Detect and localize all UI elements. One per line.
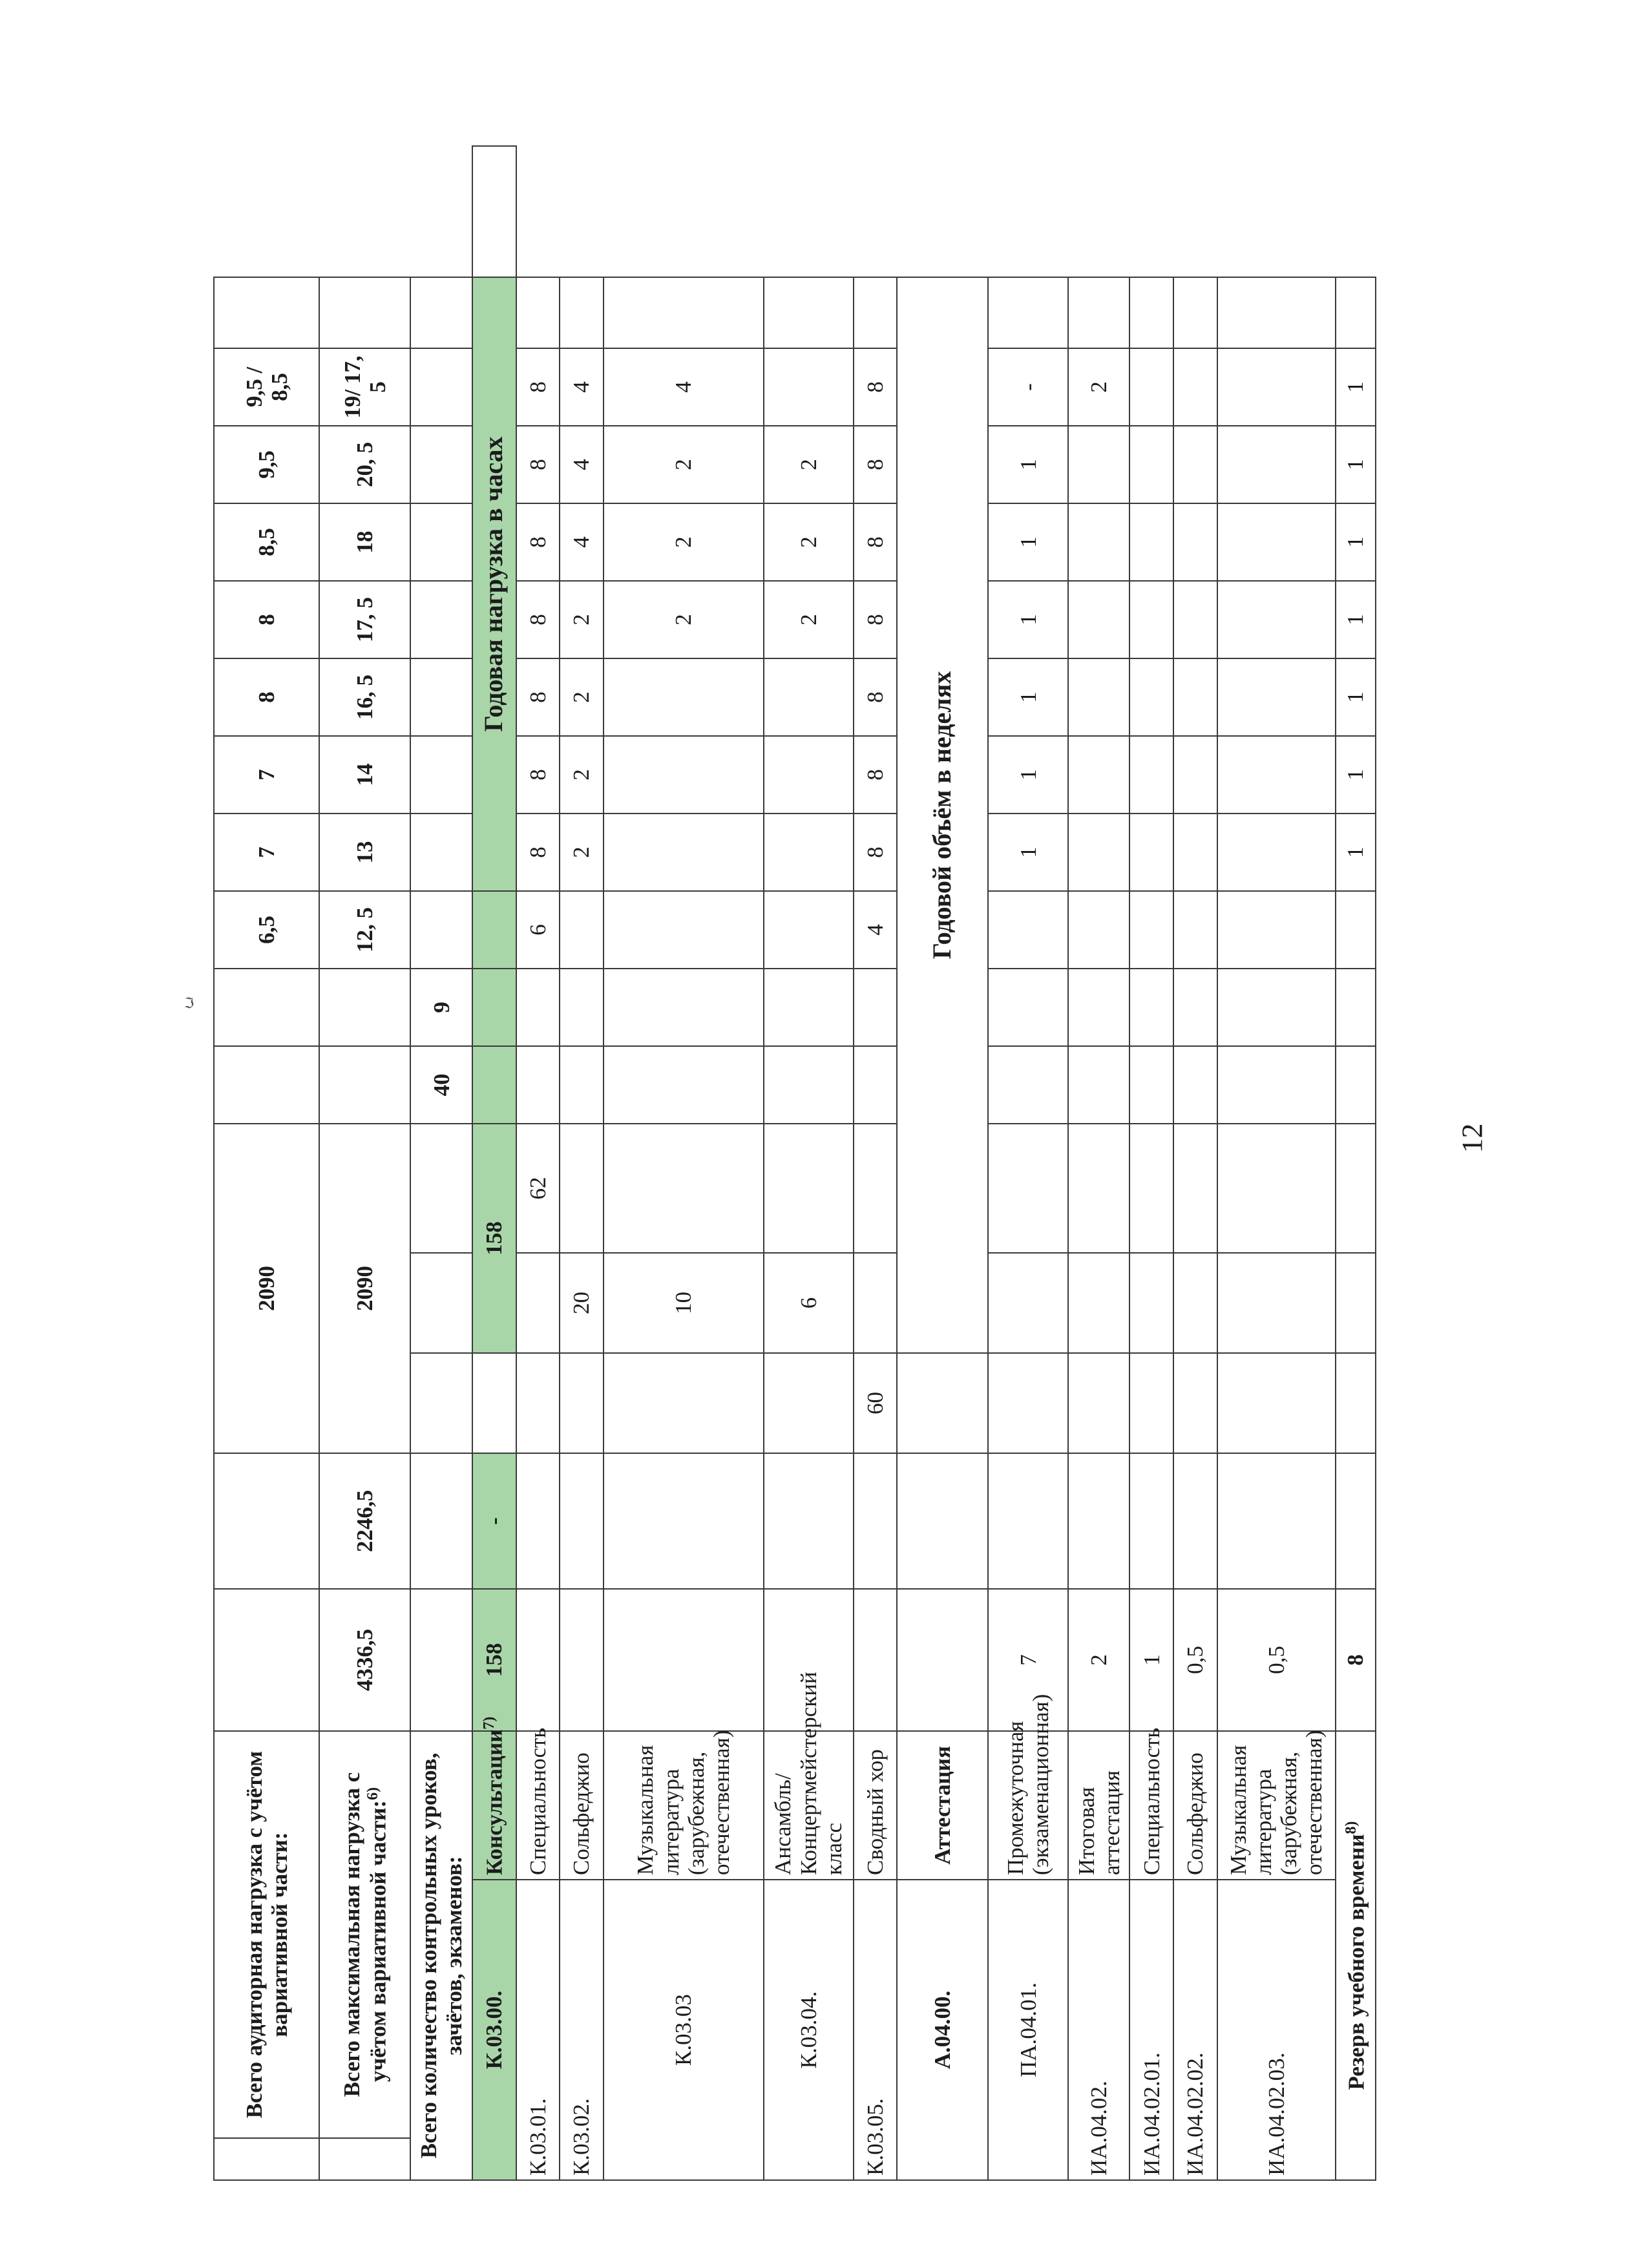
cell-grade-5: 1 xyxy=(1336,581,1376,658)
cell-grade-8: - xyxy=(988,348,1068,426)
cell-empty xyxy=(319,2138,410,2180)
cell-empty xyxy=(988,1353,1068,1453)
cell-empty xyxy=(1336,1453,1376,1589)
cell-auditory-hours: 2090 xyxy=(214,1124,319,1453)
cell-grade-5: 2 xyxy=(560,581,604,658)
row-label: Всего максимальная нагрузка с учётом вариативной части:$^{6)}$ xyxy=(319,1731,410,2138)
cell-empty xyxy=(1173,1453,1217,1589)
row-solfeggio xyxy=(560,146,604,2180)
cell-empty xyxy=(1068,581,1129,658)
cell-empty xyxy=(1068,277,1129,348)
cell-empty xyxy=(1129,1046,1173,1124)
cell-grade-8: 19/ 17, 5 xyxy=(319,348,410,426)
cell-empty xyxy=(560,1589,604,1731)
cell-empty xyxy=(604,736,764,814)
cell-empty xyxy=(410,581,472,658)
cell-empty xyxy=(854,969,898,1046)
cell-empty xyxy=(410,277,472,348)
cell-total: 8 xyxy=(1336,1589,1376,1731)
cell-empty xyxy=(1173,658,1217,736)
cell-grade-7: 1 xyxy=(1336,426,1376,503)
cell-total: 1 xyxy=(1129,1589,1173,1731)
cell-empty xyxy=(764,1046,854,1124)
cell-grade-6: 8 xyxy=(516,503,560,581)
cell-total: 4336,5 xyxy=(319,1589,410,1731)
cell-empty xyxy=(1173,426,1217,503)
cell-empty xyxy=(1336,1124,1376,1253)
cell-grade-8: 1 xyxy=(1336,348,1376,426)
cell-empty xyxy=(1217,1046,1336,1124)
cell-empty xyxy=(764,1353,854,1453)
cell-empty xyxy=(604,1046,764,1124)
cell-empty xyxy=(764,1124,854,1253)
cell-empty xyxy=(516,277,560,348)
cell-empty xyxy=(472,969,516,1046)
cell-empty xyxy=(897,1353,988,1453)
row-total-auditory xyxy=(214,146,319,2180)
cell-empty xyxy=(1217,348,1336,426)
cell-grade-3: 8 xyxy=(854,736,898,814)
cell-empty xyxy=(1068,1453,1129,1589)
cell-empty xyxy=(1129,814,1173,891)
cell-empty xyxy=(1129,581,1173,658)
cell-empty xyxy=(1173,503,1217,581)
cell-empty xyxy=(1129,348,1173,426)
cell-empty xyxy=(764,277,854,348)
cell-empty xyxy=(1217,1453,1336,1589)
cell-empty xyxy=(516,1589,560,1731)
cell-empty xyxy=(1129,736,1173,814)
cell-grade-6: 2 xyxy=(604,503,764,581)
cell-empty xyxy=(472,1046,516,1124)
cell-empty xyxy=(897,1453,988,1589)
cell-empty xyxy=(764,1453,854,1589)
cell-consult-hours: 158 xyxy=(472,1124,516,1353)
cell-grade-3: 7 xyxy=(214,736,319,814)
cell-empty xyxy=(604,1453,764,1589)
cell-empty xyxy=(472,891,516,969)
cell-empty xyxy=(214,277,319,348)
row-label: Итоговая аттестация xyxy=(1068,1731,1129,1880)
cell-empty xyxy=(560,1124,604,1253)
row-label: Сольфеджио xyxy=(1173,1731,1217,1880)
row-label: Всего аудиторная нагрузка с учётом вариативной части: xyxy=(214,1731,319,2138)
cell-empty xyxy=(1068,503,1129,581)
cell-empty xyxy=(604,1124,764,1253)
row-final-solfeggio xyxy=(1173,146,1217,2180)
cell-empty xyxy=(560,1353,604,1453)
cell-grade-1: 12, 5 xyxy=(319,891,410,969)
cell-empty xyxy=(516,1046,560,1124)
cell-hours: 62 xyxy=(516,1124,560,1253)
cell-grade-8: 4 xyxy=(604,348,764,426)
cell-empty xyxy=(854,1589,898,1731)
cell-empty xyxy=(410,348,472,426)
cell-grade-6: 8 xyxy=(854,503,898,581)
cell-code: К.03.05. xyxy=(854,1880,898,2180)
cell-grade-8: 9,5 / 8,5 xyxy=(214,348,319,426)
row-final-music-literature xyxy=(1217,146,1336,2180)
cell-empty xyxy=(410,1124,472,1253)
cell-empty xyxy=(1068,891,1129,969)
cell-empty xyxy=(854,1453,898,1589)
cell-grade-4: 8 xyxy=(516,658,560,736)
cell-empty xyxy=(1217,503,1336,581)
cell-empty xyxy=(604,891,764,969)
stray-mark: ℑ xyxy=(184,995,194,1011)
cell-empty xyxy=(214,1453,319,1589)
cell-empty xyxy=(319,969,410,1046)
row-music-literature xyxy=(604,146,764,2180)
row-reserve xyxy=(1336,146,1376,2180)
cell-grade-2: 1 xyxy=(988,814,1068,891)
cell-grade-6: 2 xyxy=(764,503,854,581)
cell-empty xyxy=(410,1589,472,1731)
cell-empty xyxy=(1217,277,1336,348)
cell-empty xyxy=(1173,891,1217,969)
cell-grade-7: 8 xyxy=(516,426,560,503)
cell-code: А.04.00. xyxy=(897,1880,988,2180)
cell-empty xyxy=(1129,1253,1173,1353)
cell-empty xyxy=(988,277,1068,348)
cell-empty xyxy=(560,1453,604,1589)
cell-empty xyxy=(1173,736,1217,814)
cell-empty xyxy=(1217,814,1336,891)
cell-empty xyxy=(988,969,1068,1046)
cell-empty xyxy=(854,277,898,348)
cell-empty xyxy=(1129,658,1173,736)
row-label: Музыкальная литература (зарубежная, отечественная) xyxy=(1217,1731,1336,1880)
rotated-table-wrapper xyxy=(213,145,1376,2181)
cell-empty xyxy=(1336,1353,1376,1453)
row-label: Специальность xyxy=(1129,1731,1173,1880)
cell-code: К.03.04. xyxy=(764,1880,854,2180)
cell-empty xyxy=(1129,503,1173,581)
cell-grade-2: 2 xyxy=(560,814,604,891)
cell-empty xyxy=(764,658,854,736)
row-label: Музыкальная литература (зарубежная, отечественная) xyxy=(604,1731,764,1880)
cell-grade-7: 2 xyxy=(604,426,764,503)
cell-hours: 10 xyxy=(604,1253,764,1353)
cell-empty xyxy=(988,891,1068,969)
cell-empty xyxy=(1217,891,1336,969)
cell-empty xyxy=(1336,277,1376,348)
cell-empty xyxy=(764,814,854,891)
cell-grade-8: 2 xyxy=(1068,348,1129,426)
cell-empty xyxy=(410,658,472,736)
cell-empty xyxy=(1068,969,1129,1046)
cell-empty xyxy=(410,891,472,969)
cell-code: ИА.04.02.01. xyxy=(1129,1880,1173,2180)
cell-empty xyxy=(410,426,472,503)
row-label: Сводный хор xyxy=(854,1731,898,1880)
cell-empty xyxy=(1217,658,1336,736)
cell-grade-2: 8 xyxy=(854,814,898,891)
cell-total: 7 xyxy=(988,1589,1068,1731)
cell-total: 2 xyxy=(1068,1589,1129,1731)
cell-empty xyxy=(560,277,604,348)
cell-exams: 9 xyxy=(410,969,472,1046)
cell-grade-5: 2 xyxy=(604,581,764,658)
cell-grade-8: 8 xyxy=(854,348,898,426)
cell-empty xyxy=(1336,969,1376,1046)
row-final-attestation xyxy=(1068,146,1129,2180)
cell-empty xyxy=(560,1046,604,1124)
row-label: Резерв учебного времени$^{8)}$ xyxy=(1336,1731,1376,2180)
cell-empty xyxy=(516,1253,560,1353)
cell-empty xyxy=(1173,1124,1217,1253)
cell-grade-8: 8 xyxy=(516,348,560,426)
cell-empty xyxy=(764,736,854,814)
cell-grade-3: 8 xyxy=(516,736,560,814)
cell-grade-2: 13 xyxy=(319,814,410,891)
cell-grade-5: 17, 5 xyxy=(319,581,410,658)
cell-code: ИА.04.02.02. xyxy=(1173,1880,1217,2180)
cell-empty xyxy=(472,1353,516,1453)
cell-empty xyxy=(1129,277,1173,348)
cell-grade-7: 20, 5 xyxy=(319,426,410,503)
cell-empty xyxy=(1129,1353,1173,1453)
cell-hours: 20 xyxy=(560,1253,604,1353)
cell-empty xyxy=(1068,814,1129,891)
cell-grade-7: 2 xyxy=(764,426,854,503)
cell-empty xyxy=(319,277,410,348)
row-intermediate-attestation xyxy=(988,146,1068,2180)
cell-empty xyxy=(1217,1353,1336,1453)
cell-empty xyxy=(854,1046,898,1124)
cell-empty xyxy=(1068,658,1129,736)
cell-empty xyxy=(1217,736,1336,814)
cell-grade-4: 8 xyxy=(854,658,898,736)
cell-empty xyxy=(1217,1124,1336,1253)
cell-grade-6: 18 xyxy=(319,503,410,581)
cell-code: ПА.04.01. xyxy=(988,1880,1068,2180)
cell-grade-5: 1 xyxy=(988,581,1068,658)
cell-empty xyxy=(897,1589,988,1731)
cell-empty xyxy=(988,1046,1068,1124)
row-label: Специальность xyxy=(516,1731,560,1880)
page-number: 12 xyxy=(1455,1123,1489,1153)
cell-empty xyxy=(560,969,604,1046)
curriculum-table xyxy=(213,145,1376,2181)
cell-empty xyxy=(410,1453,472,1589)
cell-grade-4: 1 xyxy=(1336,658,1376,736)
cell-empty xyxy=(410,1353,472,1453)
cell-empty xyxy=(1336,1253,1376,1353)
cell-empty xyxy=(1129,891,1173,969)
cell-code: К.03.02. xyxy=(560,1880,604,2180)
cell-variable: 2246,5 xyxy=(319,1453,410,1589)
cell-grade-6: 8,5 xyxy=(214,503,319,581)
cell-empty xyxy=(988,1124,1068,1253)
cell-grade-3: 1 xyxy=(988,736,1068,814)
cell-empty xyxy=(604,814,764,891)
cell-empty xyxy=(1173,1353,1217,1453)
cell-empty xyxy=(1173,581,1217,658)
row-total-max xyxy=(319,146,410,2180)
cell-empty xyxy=(1173,1046,1217,1124)
cell-grade-4: 1 xyxy=(988,658,1068,736)
cell-hours: 6 xyxy=(764,1253,854,1353)
row-choir xyxy=(854,146,898,2180)
cell-code: К.03.03 xyxy=(604,1880,764,2180)
cell-empty xyxy=(1173,969,1217,1046)
cell-grade-1: 4 xyxy=(854,891,898,969)
cell-empty xyxy=(214,1046,319,1124)
cell-code: ИА.04.02.03. xyxy=(1217,1880,1336,2180)
cell-empty xyxy=(1336,891,1376,969)
cell-empty xyxy=(410,736,472,814)
cell-code: ИА.04.02. xyxy=(1068,1880,1129,2180)
row-label: Сольфеджио xyxy=(560,1731,604,1880)
cell-empty xyxy=(604,1589,764,1731)
cell-hours: 60 xyxy=(854,1353,898,1453)
cell-grade-2: 8 xyxy=(516,814,560,891)
cell-empty xyxy=(1217,1253,1336,1353)
cell-grade-7: 9,5 xyxy=(214,426,319,503)
cell-grade-3: 2 xyxy=(560,736,604,814)
cell-empty xyxy=(854,1124,898,1253)
cell-empty xyxy=(1068,736,1129,814)
cell-empty xyxy=(1068,1046,1129,1124)
cell-empty xyxy=(604,969,764,1046)
cell-empty xyxy=(1068,426,1129,503)
cell-empty xyxy=(214,969,319,1046)
cell-empty xyxy=(214,1589,319,1731)
row-final-speciality xyxy=(1129,146,1173,2180)
row-label: Всего количество контрольных уроков, зачётов, экзаменов: xyxy=(410,1731,472,2180)
cell-grade-1: 6 xyxy=(516,891,560,969)
cell-empty xyxy=(1129,969,1173,1046)
cell-empty xyxy=(764,969,854,1046)
cell-empty xyxy=(1173,814,1217,891)
cell-total: 0,5 xyxy=(1173,1589,1217,1731)
cell-grade-4: 2 xyxy=(560,658,604,736)
cell-grade-5: 2 xyxy=(764,581,854,658)
cell-empty xyxy=(410,503,472,581)
cell-empty xyxy=(1217,581,1336,658)
cell-empty xyxy=(1068,1253,1129,1353)
cell-empty xyxy=(764,891,854,969)
cell-grade-2: 7 xyxy=(214,814,319,891)
cell-empty xyxy=(988,1453,1068,1589)
cell-total: 158 xyxy=(472,1589,516,1731)
cell-empty xyxy=(1217,426,1336,503)
row-ensemble xyxy=(764,146,854,2180)
cell-grade-5: 8 xyxy=(214,581,319,658)
cell-variable: - xyxy=(472,1453,516,1589)
cell-empty xyxy=(604,658,764,736)
cell-empty xyxy=(319,1046,410,1124)
row-label: Консультации$^{7)}$ xyxy=(472,1731,516,1880)
cell-max-hours: 2090 xyxy=(319,1124,410,1453)
cell-grade-4: 8 xyxy=(214,658,319,736)
row-consultations xyxy=(472,146,516,2180)
cell-empty xyxy=(472,146,516,277)
row-label: Промежуточная (экзаменационная) xyxy=(988,1731,1068,1880)
cell-empty xyxy=(1173,348,1217,426)
cell-empty xyxy=(604,1353,764,1453)
section-header-weeks: Годовой объём в неделях xyxy=(897,277,988,1353)
cell-grade-7: 8 xyxy=(854,426,898,503)
section-header-hours: Годовая нагрузка в часах xyxy=(472,277,516,891)
cell-grade-6: 4 xyxy=(560,503,604,581)
cell-total: 0,5 xyxy=(1217,1589,1336,1731)
cell-empty xyxy=(516,1453,560,1589)
cell-grade-3: 14 xyxy=(319,736,410,814)
cell-grade-7: 1 xyxy=(988,426,1068,503)
cell-grade-6: 1 xyxy=(988,503,1068,581)
row-total-control xyxy=(410,146,472,2180)
cell-code: К.03.00. xyxy=(472,1880,516,2180)
cell-empty xyxy=(214,2138,319,2180)
cell-empty xyxy=(410,814,472,891)
cell-empty xyxy=(604,277,764,348)
cell-empty xyxy=(1173,1253,1217,1353)
cell-grade-8: 4 xyxy=(560,348,604,426)
cell-empty xyxy=(410,1253,472,1353)
cell-grade-2: 1 xyxy=(1336,814,1376,891)
cell-grade-1: 6,5 xyxy=(214,891,319,969)
cell-grade-3: 1 xyxy=(1336,736,1376,814)
cell-empty xyxy=(764,348,854,426)
cell-empty xyxy=(1129,1453,1173,1589)
cell-credits: 40 xyxy=(410,1046,472,1124)
row-attestation xyxy=(897,146,988,2180)
row-label: Ансамбль/Концертмейстерский класс xyxy=(764,1731,854,1880)
cell-empty xyxy=(1173,277,1217,348)
cell-empty xyxy=(1068,1124,1129,1253)
cell-empty xyxy=(1129,426,1173,503)
cell-code: К.03.01. xyxy=(516,1880,560,2180)
cell-empty xyxy=(988,1253,1068,1353)
cell-grade-7: 4 xyxy=(560,426,604,503)
cell-empty xyxy=(1217,969,1336,1046)
cell-empty xyxy=(854,1253,898,1353)
cell-grade-6: 1 xyxy=(1336,503,1376,581)
cell-empty xyxy=(1336,1046,1376,1124)
cell-empty xyxy=(1068,1353,1129,1453)
row-speciality xyxy=(516,146,560,2180)
cell-empty xyxy=(516,969,560,1046)
cell-empty xyxy=(516,1353,560,1453)
cell-empty xyxy=(1129,1124,1173,1253)
cell-grade-5: 8 xyxy=(854,581,898,658)
row-label: Аттестация xyxy=(897,1731,988,1880)
cell-empty xyxy=(560,891,604,969)
cell-grade-4: 16, 5 xyxy=(319,658,410,736)
cell-grade-5: 8 xyxy=(516,581,560,658)
